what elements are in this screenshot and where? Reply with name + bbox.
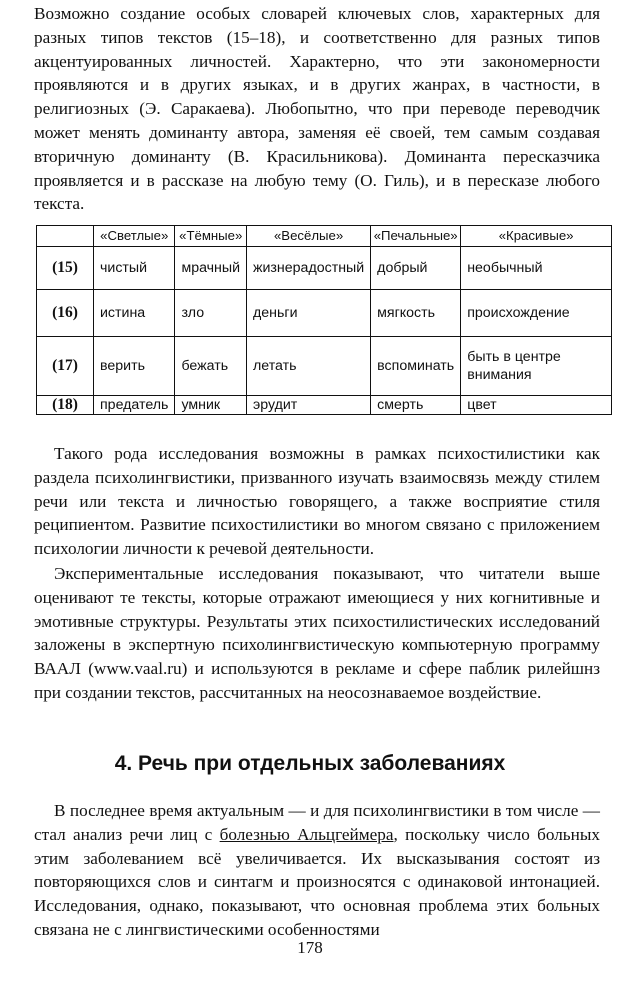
table-cell: умник	[175, 396, 247, 415]
table-row	[37, 290, 612, 337]
table-row	[37, 337, 612, 396]
column-header: «Светлые»	[94, 226, 175, 247]
table-cell: цвет	[461, 396, 612, 415]
table-cell: смерть	[371, 396, 461, 415]
column-header: «Печальные»	[371, 226, 461, 247]
table-cell: бежать	[175, 337, 247, 396]
table-header-row	[37, 226, 612, 247]
table-cell: мягкость	[371, 290, 461, 337]
table-cell: деньги	[247, 290, 371, 337]
paragraph-experiments: Экспериментальные исследования показывают, что читатели выше оценивают те тексты, которые отражают имеющиеся у них когнитивные и эмотивные структуры. Результаты этих психостилистических исследований заложены в экспертную психолингвистическую компьютерную программу ВААЛ (www.vaal.ru) и используются в рекламе и сфере паблик рилейшнз при создании текстов, рассчитанных на неосознаваемое воздействие.	[34, 564, 600, 702]
table-corner-cell	[37, 226, 94, 247]
page-number: 178	[297, 938, 323, 957]
paragraph-psychostylistics: Такого рода исследования возможны в рамках психостилистики как раздела психолингвистики, призванного изучать взаимосвязь между стилем речи или текста и личностью говорящего, а также восприятие стиля реципиентом. Развитие психостилистики во многом связано с приложением психологии личности к речевой деятельности.	[34, 444, 600, 559]
keywords-table	[36, 225, 612, 415]
paragraph-alzheimer-end: , поскольку число больных этим заболеванием всё увеличивается. Их высказывания состоят из повторяющихся слов и синтагм и произносятся с одинаковой интонацией. Исследования, однако, показывают, что основная проблема этих больных связана не с лингвистическими особенностями	[34, 824, 600, 939]
column-header: «Красивые»	[461, 226, 612, 247]
column-header: «Тёмные»	[175, 226, 247, 247]
row-number: (16)	[37, 290, 94, 337]
row-number: (18)	[37, 396, 94, 415]
table-cell: летать	[247, 337, 371, 396]
table-cell: истина	[94, 290, 175, 337]
table-cell: мрачный	[175, 247, 247, 290]
table-cell: необычный	[461, 247, 612, 290]
table-row	[37, 396, 612, 415]
table-cell: чистый	[94, 247, 175, 290]
paragraph-alzheimer	[34, 799, 600, 942]
table-cell: быть в центре внимания	[461, 337, 612, 396]
table-cell: зло	[175, 290, 247, 337]
table-row	[37, 247, 612, 290]
section-heading: 4. Речь при отдельных заболеваниях	[114, 752, 506, 775]
column-header: «Весёлые»	[247, 226, 371, 247]
table-cell: вспоминать	[371, 337, 461, 396]
table-cell: верить	[94, 337, 175, 396]
table-cell: происхождение	[461, 290, 612, 337]
underlined-term: болезнью Альцгеймера	[219, 824, 394, 844]
table-cell: жизнерадостный	[247, 247, 371, 290]
intro-paragraph: Возможно создание особых словарей ключевых слов, характерных для разных типов текстов (15–18), и соответственно для разных типов акцентуированных личностей. Характерно, что эти закономерности проявляются и в других языках, и в других жанрах, в частности, в религиозных (Э. Саракаева). Любопытно, что при переводе переводчик может менять доминанту автора, заменяя её своей, тем самым создавая вторичную доминанту (В. Красильникова). Доминанта пересказчика проявляется и в рассказе на любую тему (О. Гиль), и в пересказе любого текста.	[34, 4, 600, 214]
row-number: (17)	[37, 337, 94, 396]
paragraph-alzheimer-start: В последнее время актуальным — и для психолингвистики в том числе — стал анализ речи лиц с	[34, 801, 600, 844]
table-cell: добрый	[371, 247, 461, 290]
row-number: (15)	[37, 247, 94, 290]
table-cell: предатель	[94, 396, 175, 415]
table-cell: эрудит	[247, 396, 371, 415]
